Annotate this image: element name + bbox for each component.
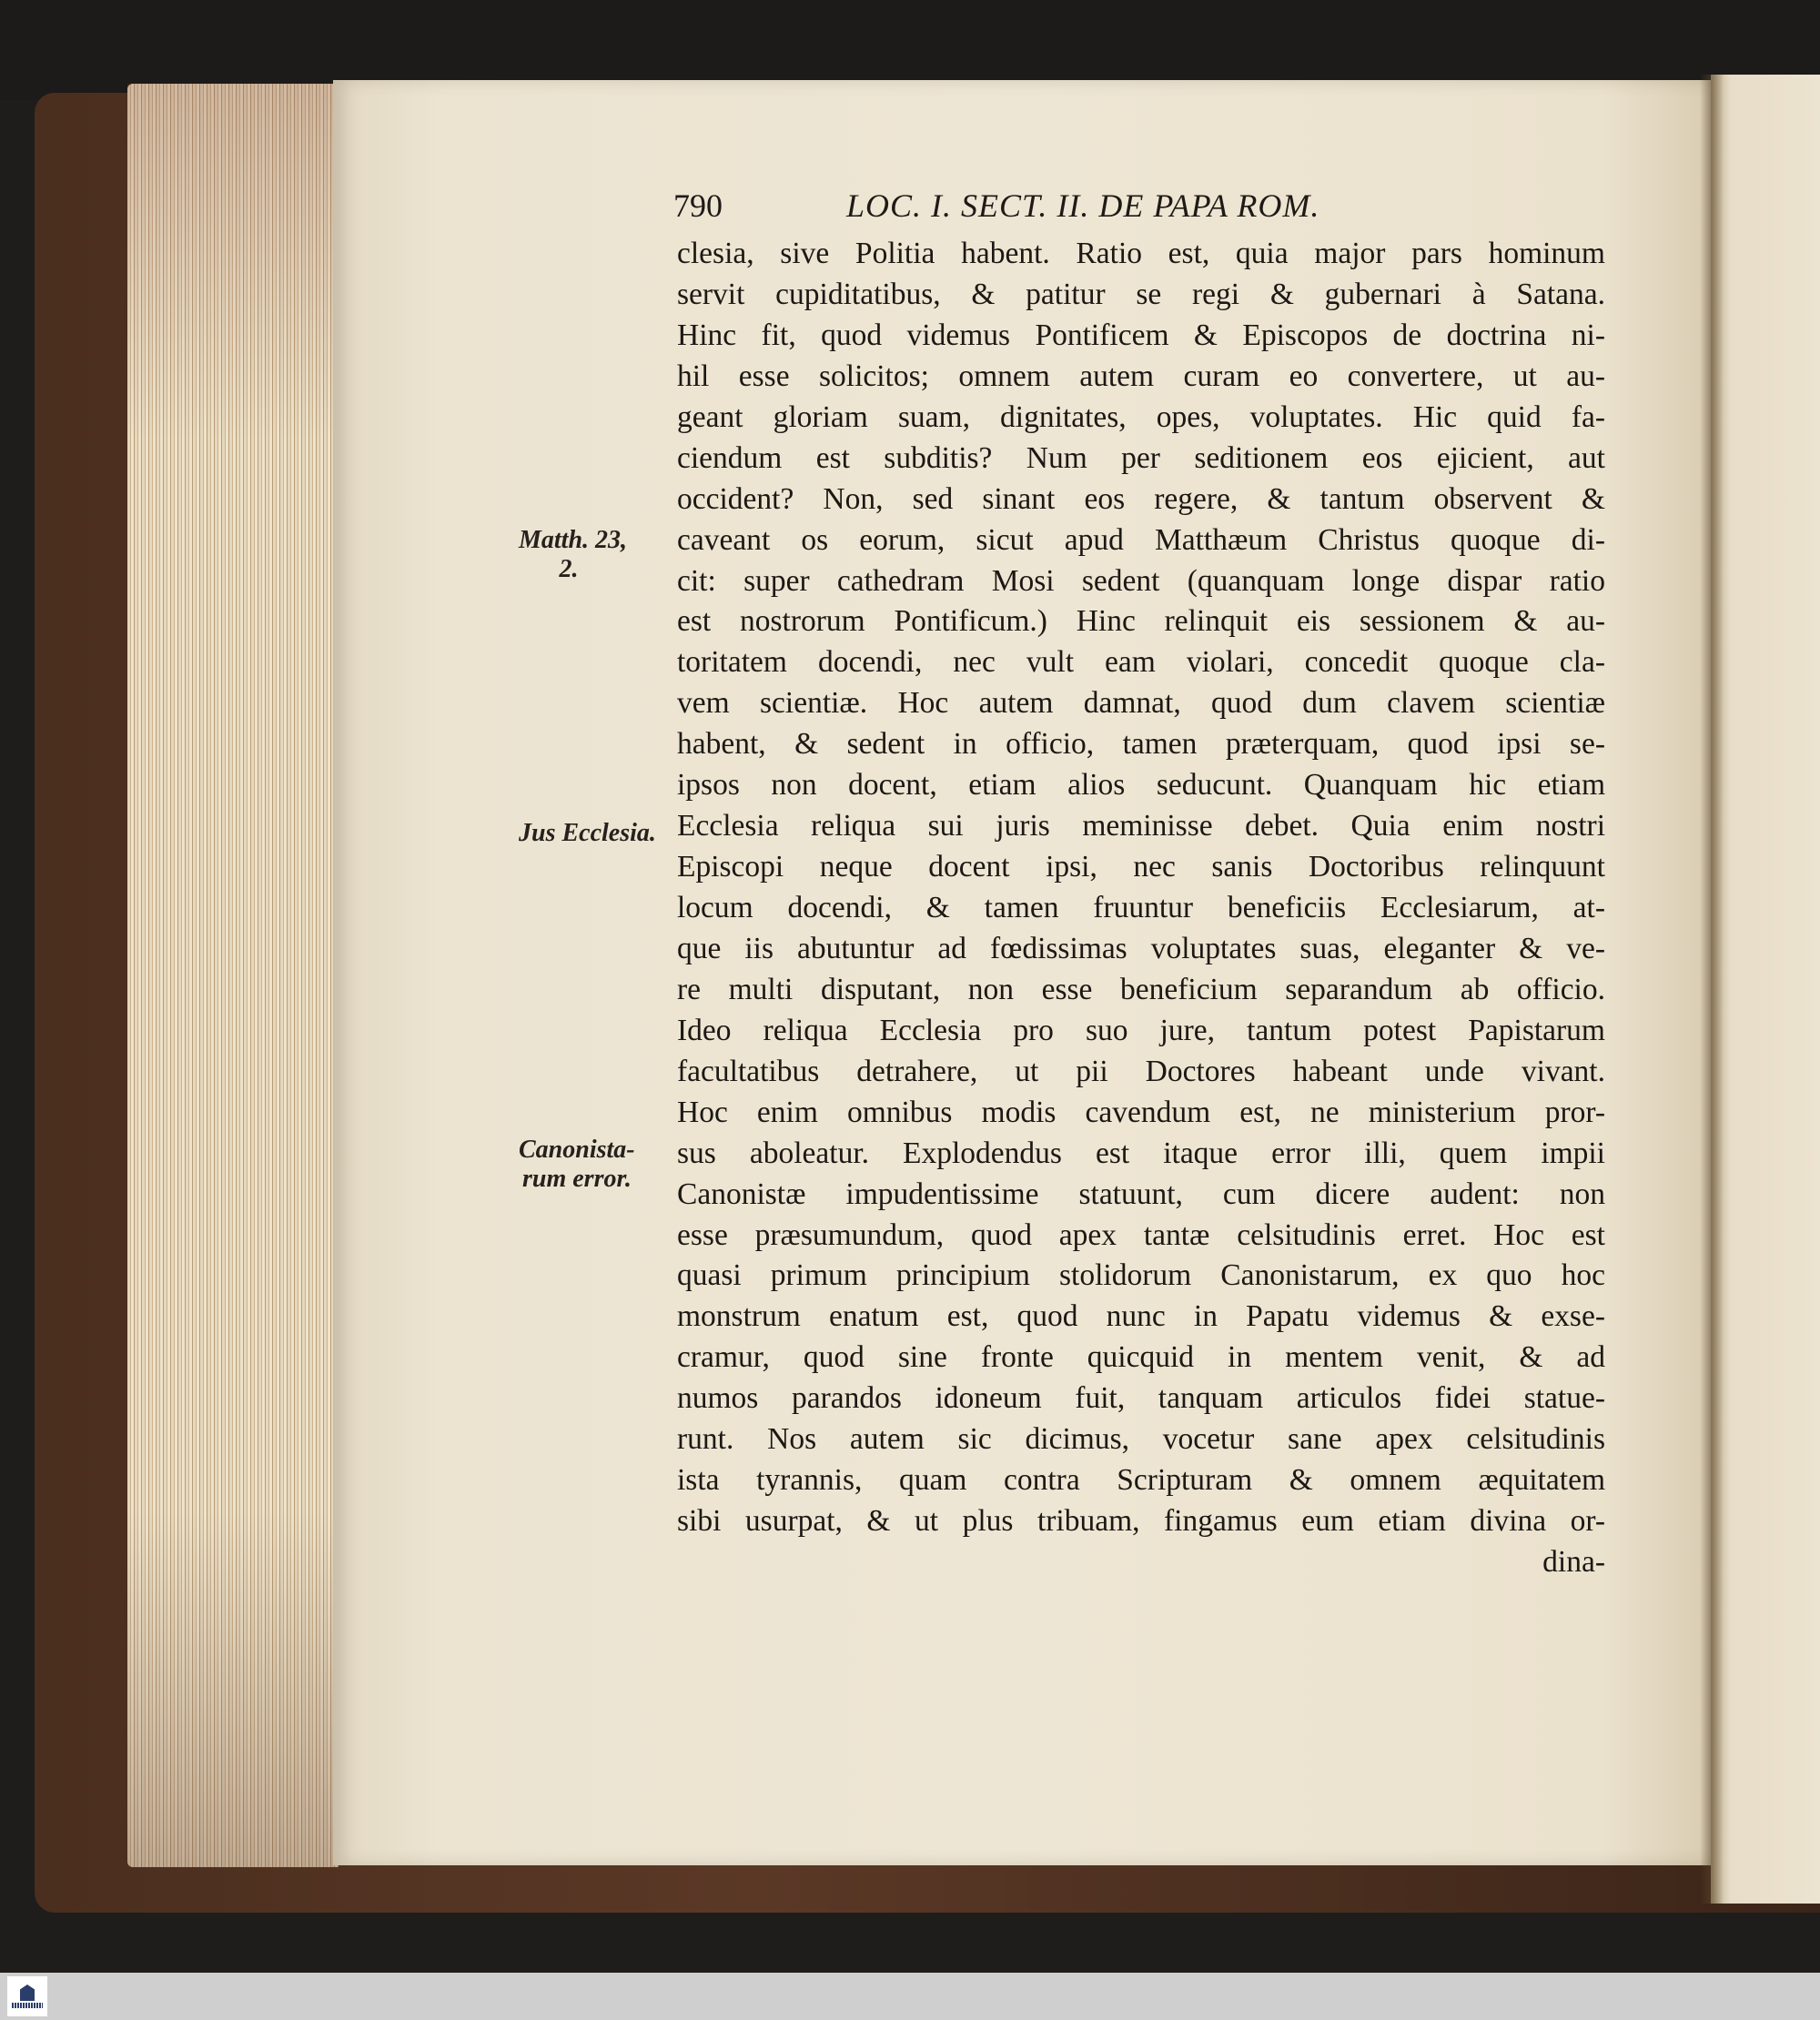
text-line: ista tyrannis, quam contra Scripturam & omnem æquitatem (677, 1463, 1605, 1498)
text-line: vem scientiæ. Hoc autem damnat, quod dum clavem scientiæ (677, 686, 1605, 721)
text-line: geant gloriam suam, dignitates, opes, voluptates. Hic quid fa- (677, 399, 1605, 434)
margin-note-line: Matth. 23, (519, 526, 628, 554)
text-line: numos parandos idoneum fuit, tanquam articulos fidei statue- (677, 1381, 1605, 1416)
margin-note-line: rum error. (522, 1165, 632, 1193)
text-line: occident? Non, sed sinant eos regere, & tantum observent & (677, 481, 1605, 516)
text-line: cramur, quod sine fronte quicquid in mentem venit, & ad (677, 1340, 1605, 1375)
text-line: servit cupiditatibus, & patitur se regi & gubernari à Satana. (677, 277, 1605, 311)
text-line: Hinc fit, quod videmus Pontificem & Episcopos de doctrina ni- (677, 318, 1605, 352)
text-line: habent, & sedent in officio, tamen præterquam, quod ipsi se- (677, 727, 1605, 762)
text-line: Ecclesia reliqua sui juris meminisse debet. Quia enim nostri (677, 809, 1605, 843)
text-line: ciendum est subditis? Num per seditionem eos ejicient, aut (677, 440, 1605, 475)
body-text (677, 234, 1605, 1583)
text-line: Hoc enim omnibus modis cavendum est, ne ministerium pror- (677, 1095, 1605, 1129)
text-line: runt. Nos autem sic dicimus, vocetur sane apex celsitudinis (677, 1422, 1605, 1457)
text-line: clesia, sive Politia habent. Ratio est, quia major pars hominum (677, 237, 1605, 270)
facing-page (1711, 75, 1820, 1904)
text-line: re multi disputant, non esse beneficium separandum ab officio. (677, 972, 1605, 1006)
text-line: facultatibus detrahere, ut pii Doctores habeant unde vivant. (677, 1054, 1605, 1088)
text-line: hil esse solicitos; omnem autem curam eo convertere, ut au- (677, 359, 1605, 393)
viewer-bottom-bar (0, 1973, 1820, 2020)
page-number: 790 (673, 187, 723, 224)
text-line: locum docendi, & tamen fruuntur beneficiis Ecclesiarum, at- (677, 891, 1605, 924)
text-line: Canonistæ impudentissime statuunt, cum dicere audent: non (677, 1177, 1605, 1211)
text-line: esse præsumundum, quod apex tantæ celsitudinis erret. Hoc est (677, 1217, 1605, 1252)
text-line: ipsos non docent, etiam alios seducunt. Quanquam hic etiam (677, 768, 1605, 803)
text-line: Ideo reliqua Ecclesia pro suo jure, tantum potest Papistarum (677, 1013, 1605, 1047)
text-line: quasi primum principium stolidorum Canonistarum, ex quo hoc (677, 1258, 1605, 1293)
text-line: que iis abutuntur ad fœdissimas voluptates suas, eleganter & ve- (677, 931, 1605, 965)
page-header (673, 187, 1629, 232)
text-line: caveant os eorum, sicut apud Matthæum Christus quoque di- (677, 522, 1605, 557)
margin-note-line: Jus Ecclesia. (519, 819, 656, 847)
running-title: LOC. I. SECT. II. DE PAPA ROM. (846, 187, 1320, 224)
margin-note (519, 819, 656, 848)
margin-note (519, 526, 627, 584)
text-line: Episcopi neque docent ipsi, nec sanis Doctoribus relinquunt (677, 850, 1605, 884)
text-line: est nostrorum Pontificum.) Hinc relinquit eis sessionem & au- (677, 604, 1605, 639)
text-line: dina- (1542, 1545, 1605, 1579)
library-logo-icon[interactable] (7, 1976, 47, 2016)
text-line: monstrum enatum est, quod nunc in Papatu videmus & exse- (677, 1299, 1605, 1334)
margin-note (519, 1136, 635, 1194)
margin-note-line: Canonista- (519, 1136, 635, 1164)
text-line: cit: super cathedram Mosi sedent (quanquam longe dispar ratio (677, 563, 1605, 598)
text-line: toritatem docendi, nec vult eam violari, concedit quoque cla- (677, 645, 1605, 680)
text-line: sus aboleatur. Explodendus est itaque error illi, quem impii (677, 1136, 1605, 1170)
book-gutter (1700, 75, 1724, 1904)
text-line: sibi usurpat, & ut plus tribuam, fingamus eum etiam divina or- (677, 1504, 1605, 1539)
page-edges (127, 84, 339, 1867)
margin-note-line: 2. (559, 555, 579, 583)
